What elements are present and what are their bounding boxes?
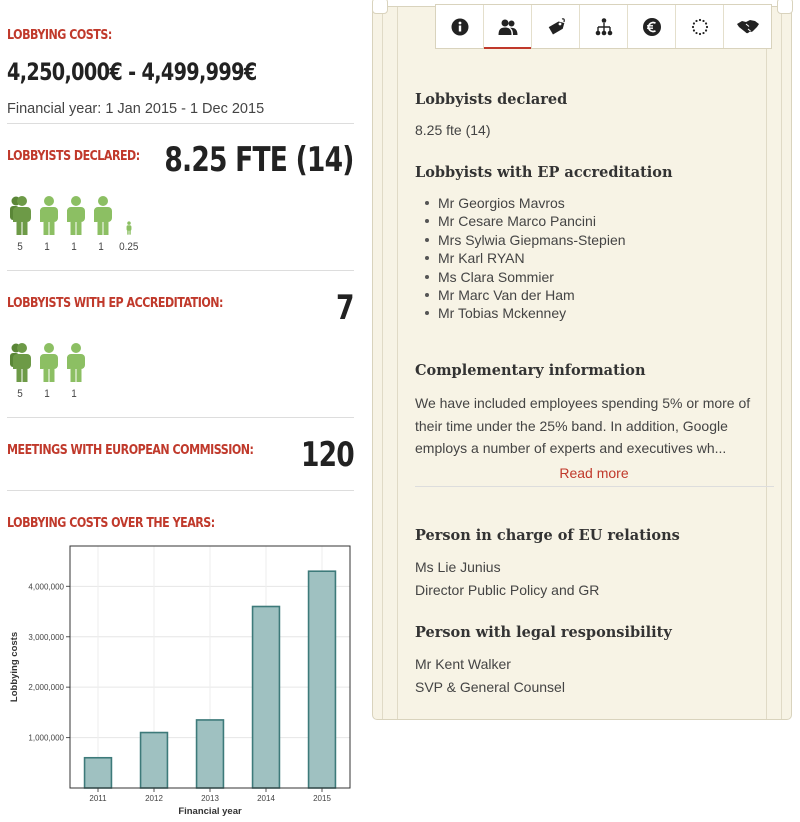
x-tick-label: 2015 (313, 794, 331, 803)
complementary-text: We have included employees spending 5% or more of their time under the 25% band. In addition, Google employs a number of experts and executives wh... (415, 395, 751, 456)
person-icon (64, 195, 86, 235)
lobbying-costs-range: 4,250,000€ - 4,499,999€ (7, 58, 257, 86)
person-group (34, 195, 61, 253)
lobbyists-declared-detail: 8.25 fte (14) (415, 122, 491, 138)
person-count: 1 (71, 241, 78, 253)
list-item: Ms Clara Sommier (425, 268, 626, 286)
legal-title: SVP & General Counsel (415, 679, 565, 695)
person-count: 1 (71, 388, 78, 400)
person-group (7, 195, 34, 253)
tab-info[interactable] (436, 5, 484, 48)
lobbyists-declared-pictogram (7, 195, 142, 253)
tab-structure[interactable] (580, 5, 628, 48)
x-tick-label: 2013 (201, 794, 219, 803)
accredited-list (425, 194, 626, 323)
ep-accreditation-pictogram (7, 342, 88, 400)
person-count: 5 (17, 241, 24, 253)
person-group (7, 342, 34, 400)
meetings-label: MEETINGS WITH EUROPEAN COMMISSION: (7, 442, 254, 458)
meetings-value: 120 (300, 435, 354, 475)
lobbying-costs-label: LOBBYING COSTS: (7, 27, 112, 43)
divider (7, 417, 354, 418)
legal-name: Mr Kent Walker (415, 656, 511, 672)
legal-heading: Person with legal responsibility (415, 624, 672, 641)
euro-icon (642, 17, 662, 37)
divider (7, 270, 354, 271)
list-item: Mr Karl RYAN (425, 249, 626, 267)
list-item: Mrs Sylwia Giepmans-Stepien (425, 231, 626, 249)
person-icon (10, 342, 32, 382)
lobbyists-declared-value: 8.25 FTE (14) (164, 140, 354, 180)
people-icon (498, 18, 518, 36)
list-item: Mr Cesare Marco Pancini (425, 212, 626, 230)
person-count: 1 (44, 241, 51, 253)
tab-meetings[interactable] (724, 5, 771, 48)
panel-corner (372, 0, 388, 14)
divider (415, 486, 774, 487)
bar (309, 571, 336, 788)
eu-stars-icon (690, 17, 710, 37)
bar (141, 733, 168, 788)
person-count: 1 (98, 241, 105, 253)
y-tick-label: 3,000,000 (28, 632, 64, 642)
person-icon (37, 342, 59, 382)
y-tick-label: 2,000,000 (28, 683, 64, 693)
person-group (88, 195, 115, 253)
lobbyists-declared-heading: Lobbyists declared (415, 91, 568, 108)
tab-finance[interactable] (628, 5, 676, 48)
tab-interests[interactable] (532, 5, 580, 48)
tab-eu[interactable] (676, 5, 724, 48)
list-item: Mr Tobias Mckenney (425, 304, 626, 322)
person-count: 5 (17, 388, 24, 400)
person-group (34, 342, 61, 400)
accredited-heading: Lobbyists with EP accreditation (415, 164, 673, 181)
y-tick-label: 1,000,000 (28, 733, 64, 743)
tag-icon (546, 17, 566, 37)
person-icon (37, 195, 59, 235)
tab-people[interactable] (484, 5, 532, 48)
panel-rule (766, 7, 767, 719)
divider (7, 123, 354, 124)
panel-rule (397, 7, 398, 719)
bar (253, 607, 280, 789)
y-axis-label: Lobbying costs (9, 631, 20, 703)
chart-svg (7, 540, 357, 820)
list-item: Mr Georgios Mavros (425, 194, 626, 212)
org-chart-icon (594, 17, 614, 37)
y-tick-label: 4,000,000 (28, 582, 64, 592)
panel-rule (382, 7, 383, 719)
person-icon (64, 342, 86, 382)
bar (85, 758, 112, 788)
person-count: 0.25 (118, 241, 139, 253)
person-group (61, 195, 88, 253)
lobbyists-declared-label: LOBBYISTS DECLARED: (7, 148, 140, 164)
lobbying-costs-chart (7, 540, 357, 820)
eu-relations-title: Director Public Policy and GR (415, 582, 600, 598)
x-tick-label: 2014 (257, 794, 275, 803)
read-more-link[interactable]: Read more (559, 465, 629, 481)
x-axis-label: Financial year (178, 806, 242, 817)
eu-relations-heading: Person in charge of EU relations (415, 527, 680, 544)
bar (197, 720, 224, 788)
panel-corner (777, 0, 793, 14)
x-tick-label: 2011 (89, 794, 107, 803)
section-tabs (435, 4, 772, 49)
person-count: 1 (44, 388, 51, 400)
person-icon (125, 221, 133, 235)
info-icon (451, 18, 469, 36)
list-item: Mr Marc Van der Ham (425, 286, 626, 304)
person-group (115, 221, 142, 253)
ep-accreditation-value: 7 (336, 288, 354, 328)
x-tick-label: 2012 (145, 794, 163, 803)
complementary-heading: Complementary information (415, 362, 646, 379)
costs-history-label: LOBBYING COSTS OVER THE YEARS: (7, 515, 215, 531)
person-group (61, 342, 88, 400)
panel-rule (781, 7, 782, 719)
person-icon (91, 195, 113, 235)
handshake-icon (736, 18, 760, 36)
financial-year: Financial year: 1 Jan 2015 - 1 Dec 2015 (7, 101, 265, 117)
person-icon (10, 195, 32, 235)
ep-accreditation-label: LOBBYISTS WITH EP ACCREDITATION: (7, 295, 223, 311)
eu-relations-name: Ms Lie Junius (415, 559, 501, 575)
divider (7, 490, 354, 491)
